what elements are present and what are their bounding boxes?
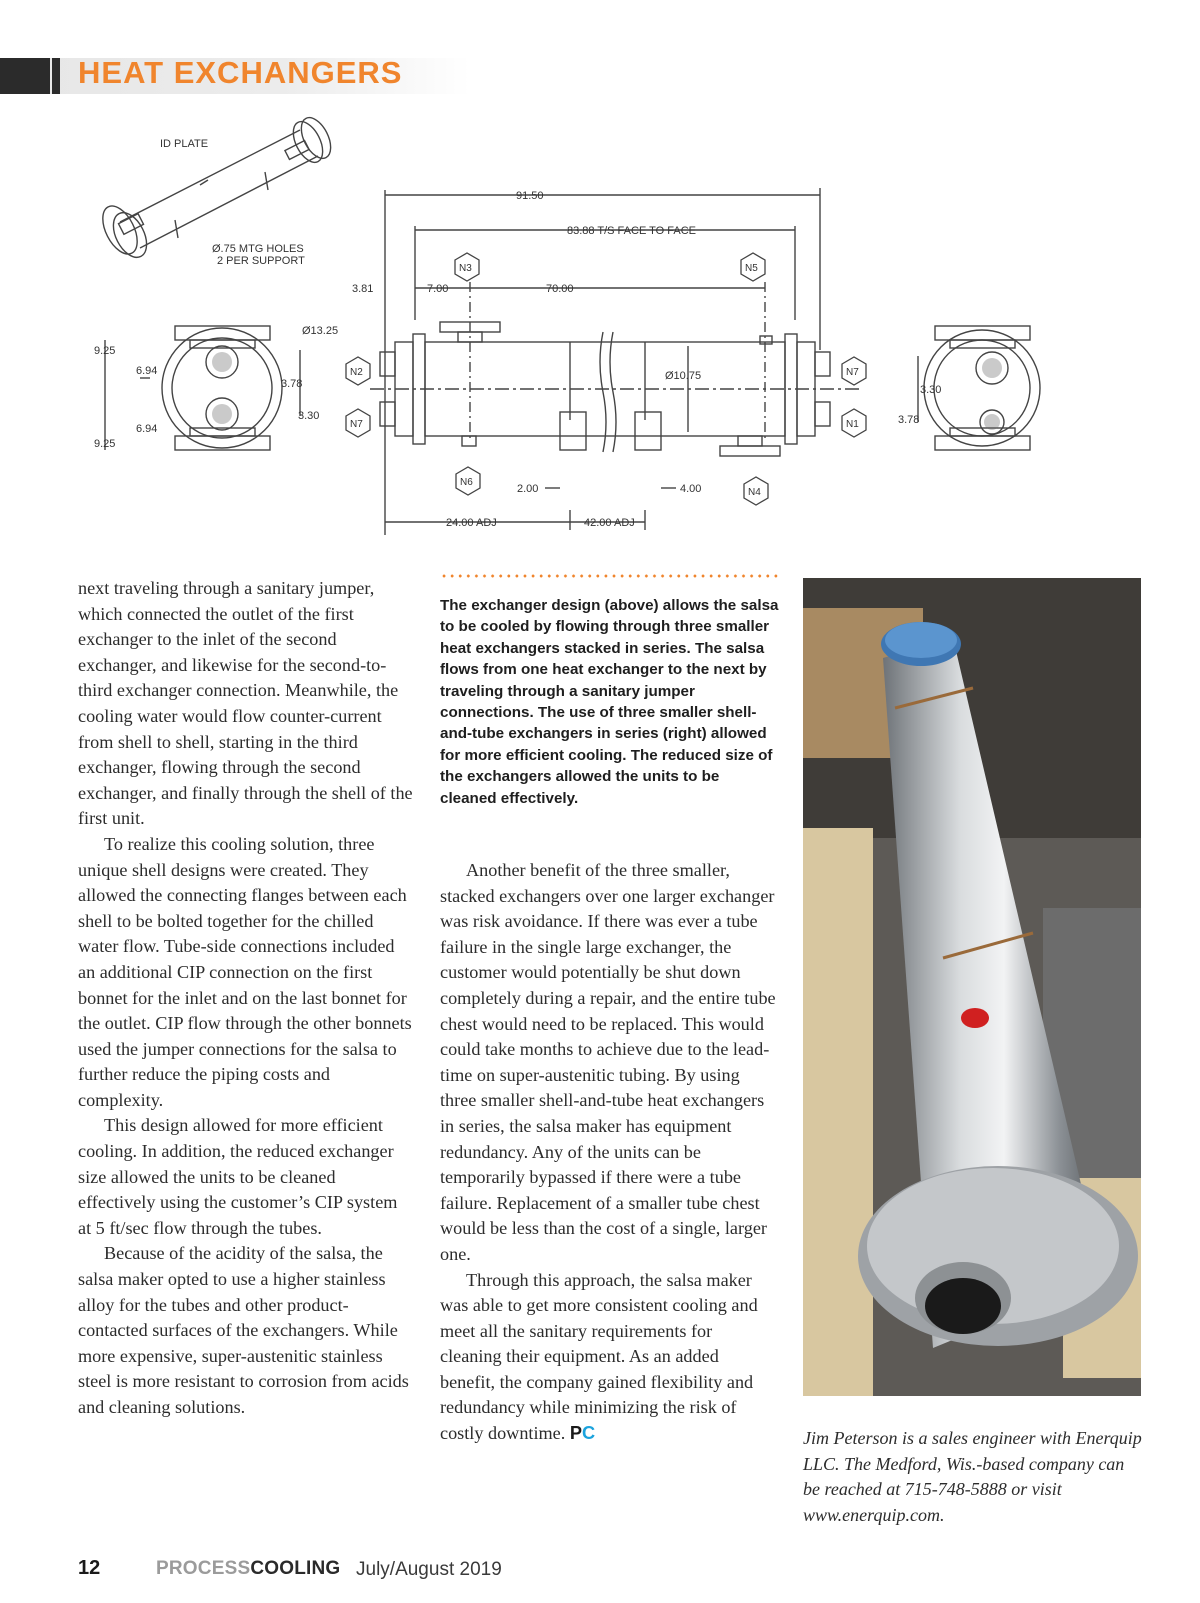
article-column-1 [78,576,414,1421]
id-plate-label: ID PLATE [160,138,209,150]
dim-10-75: Ø10.75 [665,370,702,382]
paragraph: Because of the acidity of the salsa, the salsa maker opted to use a higher stainless alloy for the tubes and other product-contacted surfaces of the exchangers. While more expensive, super-austenitic stainless steel is more resistant to corrosion from acids and cleaning solutions. [78,1243,409,1417]
dim-42-00: 42.00 ADJ [584,517,635,529]
dim-7-00: 7.00 [427,283,449,295]
dim-83-88: 83.88 T/S FACE TO FACE [567,225,697,237]
left-end-view [105,326,303,450]
dim-13-25: Ø13.25 [302,325,339,337]
dim-91-50: 91.50 [516,190,544,202]
nozzle-label: N1 [846,419,859,430]
dim-6-94-bottom: 6.94 [136,423,158,435]
isometric-exchanger-sketch [96,113,337,263]
section-title: HEAT EXCHANGERS [78,55,403,90]
nozzle-label: N5 [745,263,758,274]
nozzle-label: N4 [748,487,761,498]
dim-3-78-right: 3.78 [898,414,920,426]
dim-6-94-top: 6.94 [136,365,158,377]
end-mark-logo: PC [569,1423,596,1444]
author-bio: Jim Peterson is a sales engineer with Enerquip LLC. The Medford, Wis.-based company can be reached at 715-748-5888 or visit www.enerquip.com. [803,1428,1142,1525]
paragraph: To realize this cooling solution, three unique shell designs were created. They allowed the connecting flanges between each shell to be bolted together for the chilled water flow. Tube-side connections included an additional CIP connection on the first bonnet for the inlet and on the last bonnet for the outlet. CIP flow through the other bonnets used the jumper connections for the salsa to further reduce the piping costs and complexity. [78,833,412,1110]
exchanger-photo [803,578,1141,1396]
heat-exchanger-drawing [0,110,1200,550]
paragraph: Another benefit of the three smaller, stacked exchangers over one larger exchanger was risk avoidance. If there was ever a tube failure in the single large exchanger, the customer would potentially be shut down completely during a repair, and the entire tube chest would need to be replaced. This would could take months to achieve due to the lead-time on super-austenitic tubing. By using three smaller shell-and-tube heat exchangers in series, the salsa maker has equipment redundancy. Any of the units can be temporarily bypassed if there were a tube failure. Replacement of a smaller tube chest would be less than the cost of a single, larger one. [440,860,776,1264]
dim-3-30-right: 3.30 [920,384,942,396]
page-number: 12 [78,1557,101,1579]
nozzle-label: N2 [350,367,363,378]
nozzle-label: N7 [846,367,859,378]
dim-3-81: 3.81 [352,283,374,295]
nozzle-label: N7 [350,419,363,430]
dim-9-25-bottom: 9.25 [94,438,116,450]
dim-9-25-top: 9.25 [94,345,116,357]
magazine-name: PROCESSCOOLING [156,1558,341,1579]
dim-2-00: 2.00 [517,483,539,495]
section-header-block-thin [52,58,60,94]
issue-date: July/August 2019 [356,1559,502,1580]
nozzle-label: N3 [459,263,472,274]
article-column-2 [440,858,776,1447]
paragraph: Through this approach, the salsa maker was able to get more consistent cooling and meet all the sanitary requirements for cleaning their equipment. As an added benefit, the company gained flexibility and redundancy while minimizing the risk of costly downtime. [440,1269,758,1444]
nozzle-label: N6 [460,477,473,488]
section-header-block [0,58,50,94]
caption-dotted-rule [440,574,778,578]
dim-4-00: 4.00 [680,483,702,495]
dim-3-30-left: 3.30 [298,410,320,422]
dim-24-00: 24.00 ADJ [446,517,497,529]
figure-caption: The exchanger design (above) allows the salsa to be cooled by flowing through three smaller heat exchangers stacked in series. The salsa flows from one heat exchanger to the next by traveling through a sanitary jumper connections. The use of three smaller shell-and-tube exchangers in series (right) allowed for more efficient cooling. The reduced size of the exchangers allowed the units to be cleaned effectively. [440,597,779,807]
mtg-holes-label-1: Ø.75 MTG HOLES [212,243,304,255]
paragraph: This design allowed for more efficient cooling. In addition, the reduced exchanger size allowed the units to be cleaned effectively using the customer’s CIP system at 5 ft/sec flow through the tubes. [78,1115,398,1238]
dim-3-78-left: 3.78 [281,378,303,390]
dim-70-00: 70.00 [546,283,574,295]
paragraph: next traveling through a sanitary jumper, which connected the outlet of the first exchanger to the inlet of the second exchanger, and likewise for the second-to-third exchanger connection. Meanwhile, the cooling water would flow counter-current from shell to shell, starting in the third exchanger, flowing through the second exchanger, and finally through the shell of the first unit. [78,578,413,829]
mtg-holes-label-2: 2 PER SUPPORT [217,255,305,267]
